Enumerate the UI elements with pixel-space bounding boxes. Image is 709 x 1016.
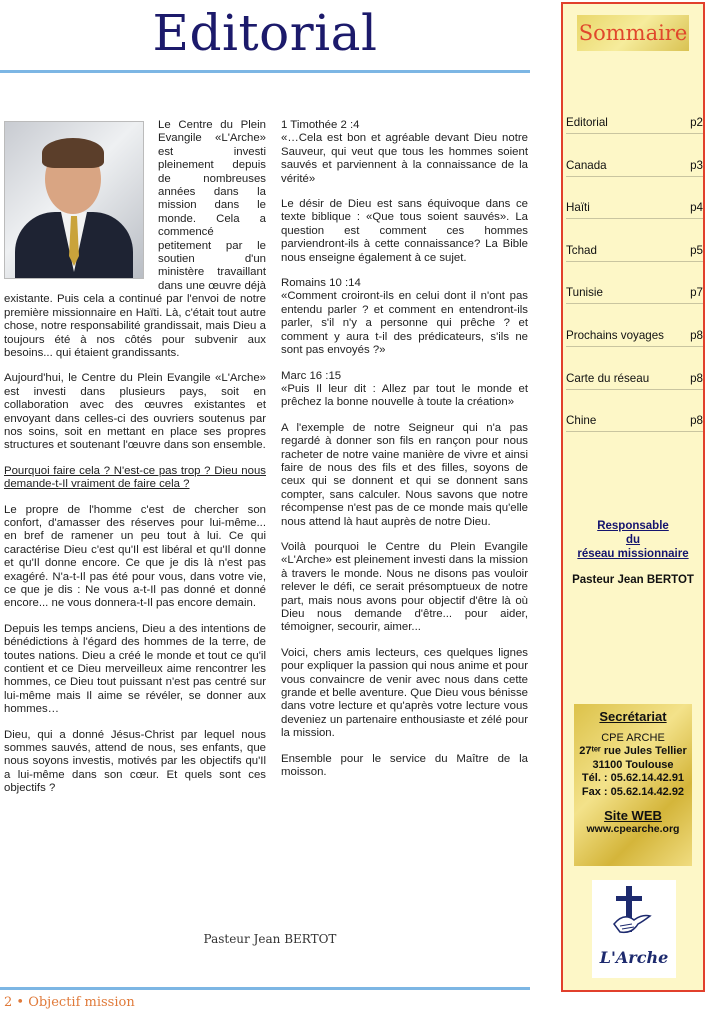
site-web-link[interactable]: www.cpearche.org [586,822,680,835]
paragraph: Voici, chers amis lecteurs, ces quelques lignes pour expliquer la passion qui nous anime et pour vous convaincre de venir avec nous dans cette grande et belle aventure. Que Dieu vous bénisse dans votre lecture et qu'après votre lecture vous deveniez un partenaire enthousiaste et zélé pour la mission. [281,646,528,740]
secretariat-tel: Tél. : 05.62.14.42.91 [581,772,685,784]
secretariat-street: 27ᵗᵉʳ rue Jules Tellier [579,745,687,757]
responsable-name: Pasteur Jean BERTOT [572,574,694,586]
toc-item-canada[interactable]: Canada p3 [566,158,703,177]
toc-item-carte-du-reseau[interactable]: Carte du réseau p8 [566,371,703,390]
footer-rule [0,987,530,990]
secretariat-org: CPE ARCHE [601,731,665,744]
page-title: Editorial [152,4,378,62]
scripture-quote [281,277,528,357]
paragraph: Depuis les temps anciens, Dieu a des intentions de bénédictions à l'égard des hommes de la terre, de toutes nations. Dieu a créé le monde et tout ce qu'il contient et ce Dieu merveilleux aime rencontrer les hommes, ce Dieu tout puissant n'est pas centré sur lui-même mais Il aime se révéler, se donner aux hommes… [4,622,266,716]
article-signature: Pasteur Jean BERTOT [203,932,337,946]
scripture-ref: Marc 16 :15 [281,369,342,382]
secretariat-title: Secrétariat [599,709,667,724]
title-rule [0,70,530,73]
paragraph: A l'exemple de notre Seigneur qui n'a pas regardé à donner son fils en rançon pour nous racheter de notre vaine manière de vivre et ainsi faire de nous des fils et des filles, soyons de ceux qui se donnent et qui se donnent sans compter, sans calculer. Nous savons que notre récompense n'est pas de ce monde mais qu'elle nous attend là haut auprès de notre Dieu. [281,421,528,528]
secretariat-city: 31100 Toulouse [592,758,674,771]
responsable-heading: Responsable du réseau missionnaire [577,520,689,560]
site-web-title: Site WEB [604,808,662,823]
secretariat-fax: Fax : 05.62.14.42.92 [581,785,685,798]
paragraph: Le Centre du Plein Evangile «L'Arche» est investi pleinement depuis de nombreuses années dans la mission dans le monde. Cela a commencé petitement par le soutien d'un ministère travaillant dans une œuvre déjà existante. Puis cela a continué par l'envoi de notre première missionnaire en Haïti. Là, c'était tout autre chose, notre responsabilité grandissait, mais Dieu a toujours été à nos côtés pour subvenir aux besoins... qui étaient grandissants. [4,119,266,359]
table-of-contents [566,115,703,456]
scripture-quote [281,370,528,410]
toc-item-haiti[interactable]: Haïti p4 [566,200,703,219]
scripture-ref: Romains 10 :14 [281,277,361,290]
article-column-2 [281,119,528,791]
toc-item-tunisie[interactable]: Tunisie p7 [566,285,703,304]
paragraph: Le désir de Dieu est sans équivoque dans ce texte biblique : «Que tous soient sauvés». La question est comment ces hommes parviendront-ils à cette connaissance? La Bible nous enseigne également à ce sujet. [281,198,528,264]
scripture-quote [281,119,528,186]
scripture-text: «Puis Il leur dit : Allez par tout le monde et prêchez la bonne nouvelle à toute la création» [281,382,528,409]
page-footer: 2 • Objectif mission [4,995,135,1010]
secretariat-box [574,704,692,866]
sommaire-sidebar [561,2,705,992]
article-column-1 [4,119,266,808]
scripture-text: «…Cela est bon et agréable devant Dieu notre Sauveur, qui veut que tous les hommes soient sauvés et parviennent à la connaissance de la vérité» [281,132,528,185]
author-photo [4,121,144,279]
scripture-ref: 1 Timothée 2 :4 [281,119,360,131]
paragraph: Voilà pourquoi le Centre du Plein Evangile «L'Arche» est pleinement investi dans la mission à travers le monde. Nous ne disons pas vouloir relever le défi, ce serait présomptueux de notre part, mais nous avons pour objectif d'être là où Dieu nous demande d'être... pour aider, témoigner, secourir, aimer... [281,540,528,634]
paragraph: Le propre de l'homme c'est de chercher son confort, d'amasser des réserves pour lui-même... en bref de ramener un peu tout à lui. Ce qui caractérise Dieu c'est qu'Il est libéral et qu'Il donne et qu'Il donne encore. Ce que je dis là n'est pas exagéré. N'a-t-Il pas été pour vous, dans votre vie, ce que je dis : Ne vous a-t-Il pas donné et donné encore... ne vous donnera-t-Il pas encore demain. [4,503,266,610]
toc-item-tchad[interactable]: Tchad p5 [566,243,703,262]
scripture-text: «Comment croiront-ils en celui dont il n'ont pas entendu parler ? et comment en entendront-ils parler, s'il n'y a personne qui prêche ? et comment y aura t-il des prédicateurs, s'ils ne sont pas envoyés ?» [281,290,528,357]
paragraph: Ensemble pour le service du Maître de la moisson. [281,752,528,779]
toc-item-prochains-voyages[interactable]: Prochains voyages p8 [566,328,703,347]
arche-logo [592,880,676,978]
toc-item-chine[interactable]: Chine p8 [566,413,703,432]
section-question: Pourquoi faire cela ? N'est-ce pas trop ? Dieu nous demande-t-Il vraiment de faire cela ? [4,464,266,491]
dove-icon [612,910,652,936]
paragraph: Dieu, qui a donné Jésus-Christ par lequel nous sommes sauvés, attend de nous, ses enfants, que nous soyons investis, motivés par les objectifs qu'Il a lui-même dans son cœur. Et quels sont ces objectifs ? [4,728,266,795]
logo-wordmark: L'Arche [599,948,669,967]
paragraph: Aujourd'hui, le Centre du Plein Evangile «L'Arche» est investi dans plusieurs pays, soit en collaboration avec des œuvres existantes et envoyant dans celles-ci des ouvriers soutenus par nos soins, soit en mettant en place ses propres structures et soutenant l'œuvre dans son ensemble. [4,372,266,452]
sommaire-title: Sommaire [577,15,689,51]
toc-item-editorial[interactable]: Editorial p2 [566,115,703,134]
